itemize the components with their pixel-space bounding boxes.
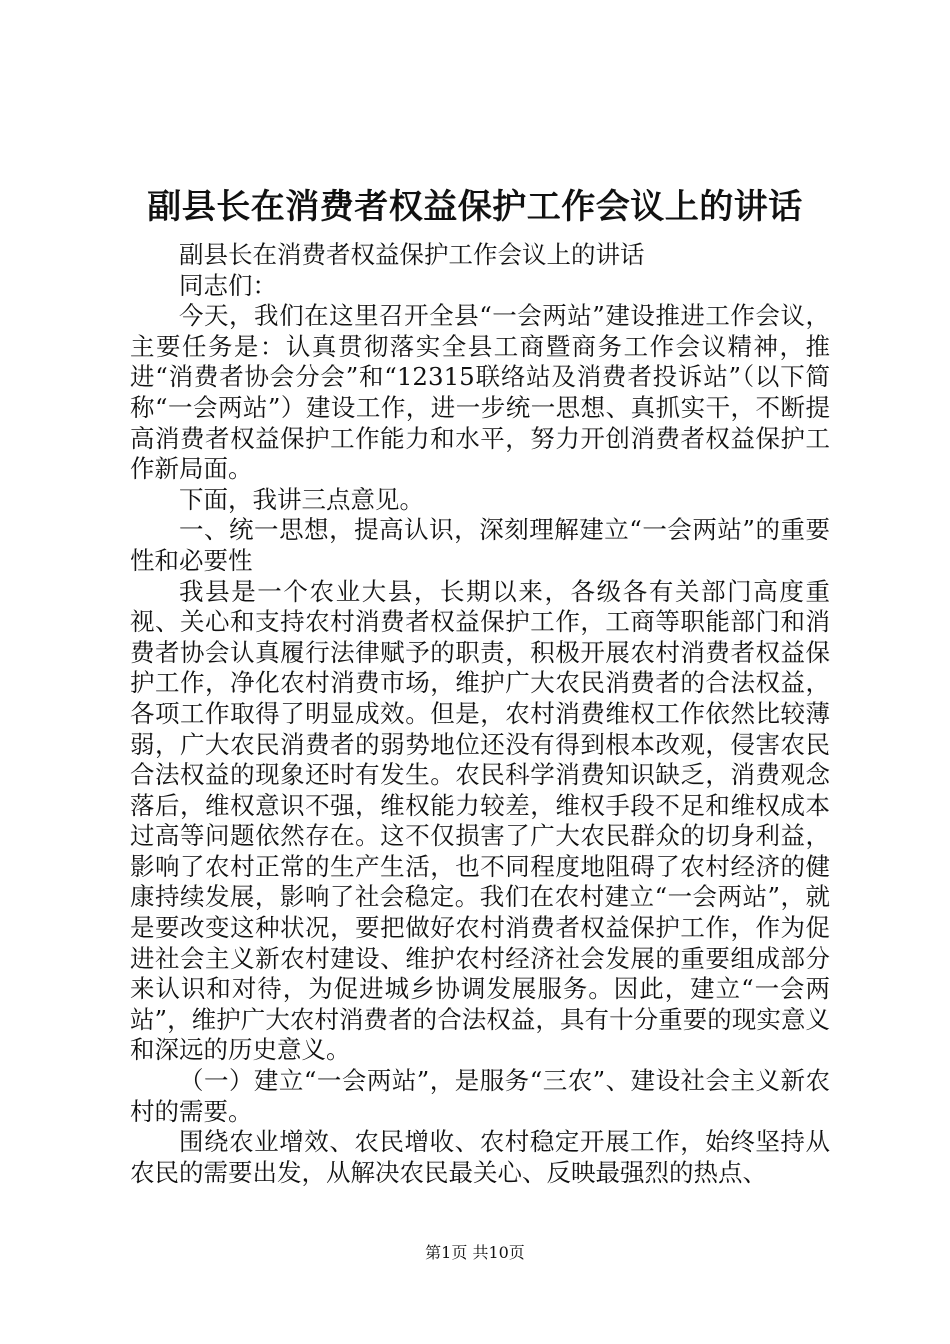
paragraph-opening: 今天，我们在这里召开全县“一会两站”建设推进工作会议，主要任务是：认真贯彻落实全县工商暨商务工作会议精神，推进“消费者协会分会”和“12315联络站及消费者投诉站”（以下简称“一会两站”）建设工作，进一步统一思想、真抓实干，不断提高消费者权益保护工作能力和水平，努力开创消费者权益保护工作新局面。 [130,301,830,484]
paragraph-continued: 围绕农业增效、农民增收、农村稳定开展工作，始终坚持从农民的需要出发，从解决农民最关心、反映最强烈的热点、 [130,1127,830,1187]
paragraph-salutation: 同志们： [179,270,277,300]
section-heading-1: 一、统一思想，提高认识，深刻理解建立“一会两站”的重要性和必要性 [130,515,830,575]
page-footer: 第1页 共10页 [425,1243,525,1262]
paragraph-subtitle: 副县长在消费者权益保护工作会议上的讲话 [179,240,645,269]
document-title: 副县长在消费者权益保护工作会议上的讲话 [147,187,803,227]
subsection-heading-1: （一）建立“一会两站”，是服务“三农”、建设社会主义新农村的需要。 [130,1066,830,1126]
document-body [130,240,830,1188]
paragraph-background: 我县是一个农业大县，长期以来，各级各有关部门高度重视、关心和支持农村消费者权益保护工作，工商等职能部门和消费者协会认真履行法律赋予的职责，积极开展农村消费者权益保护工作，净化农村消费市场，维护广大农民消费者的合法权益，各项工作取得了明显成效。但是，农村消费维权工作依然比较薄弱，广大农民消费者的弱势地位还没有得到根本改观，侵害农民合法权益的现象还时有发生。农民科学消费知识缺乏，消费观念落后，维权意识不强，维权能力较差，维权手段不足和维权成本过高等问题依然存在。这不仅损害了广大农民群众的切身利益，影响了农村正常的生产生活，也不同程度地阻碍了农村经济的健康持续发展，影响了社会稳定。我们在农村建立“一会两站”，就是要改变这种状况，要把做好农村消费者权益保护工作，作为促进社会主义新农村建设、维护农村经济社会发展的重要组成部分来认识和对待，为促进城乡协调发展服务。因此，建立“一会两站”，维护广大农村消费者的合法权益，具有十分重要的现实意义和深远的历史意义。 [130,576,830,1065]
paragraph-outline: 下面，我讲三点意见。 [179,484,424,514]
